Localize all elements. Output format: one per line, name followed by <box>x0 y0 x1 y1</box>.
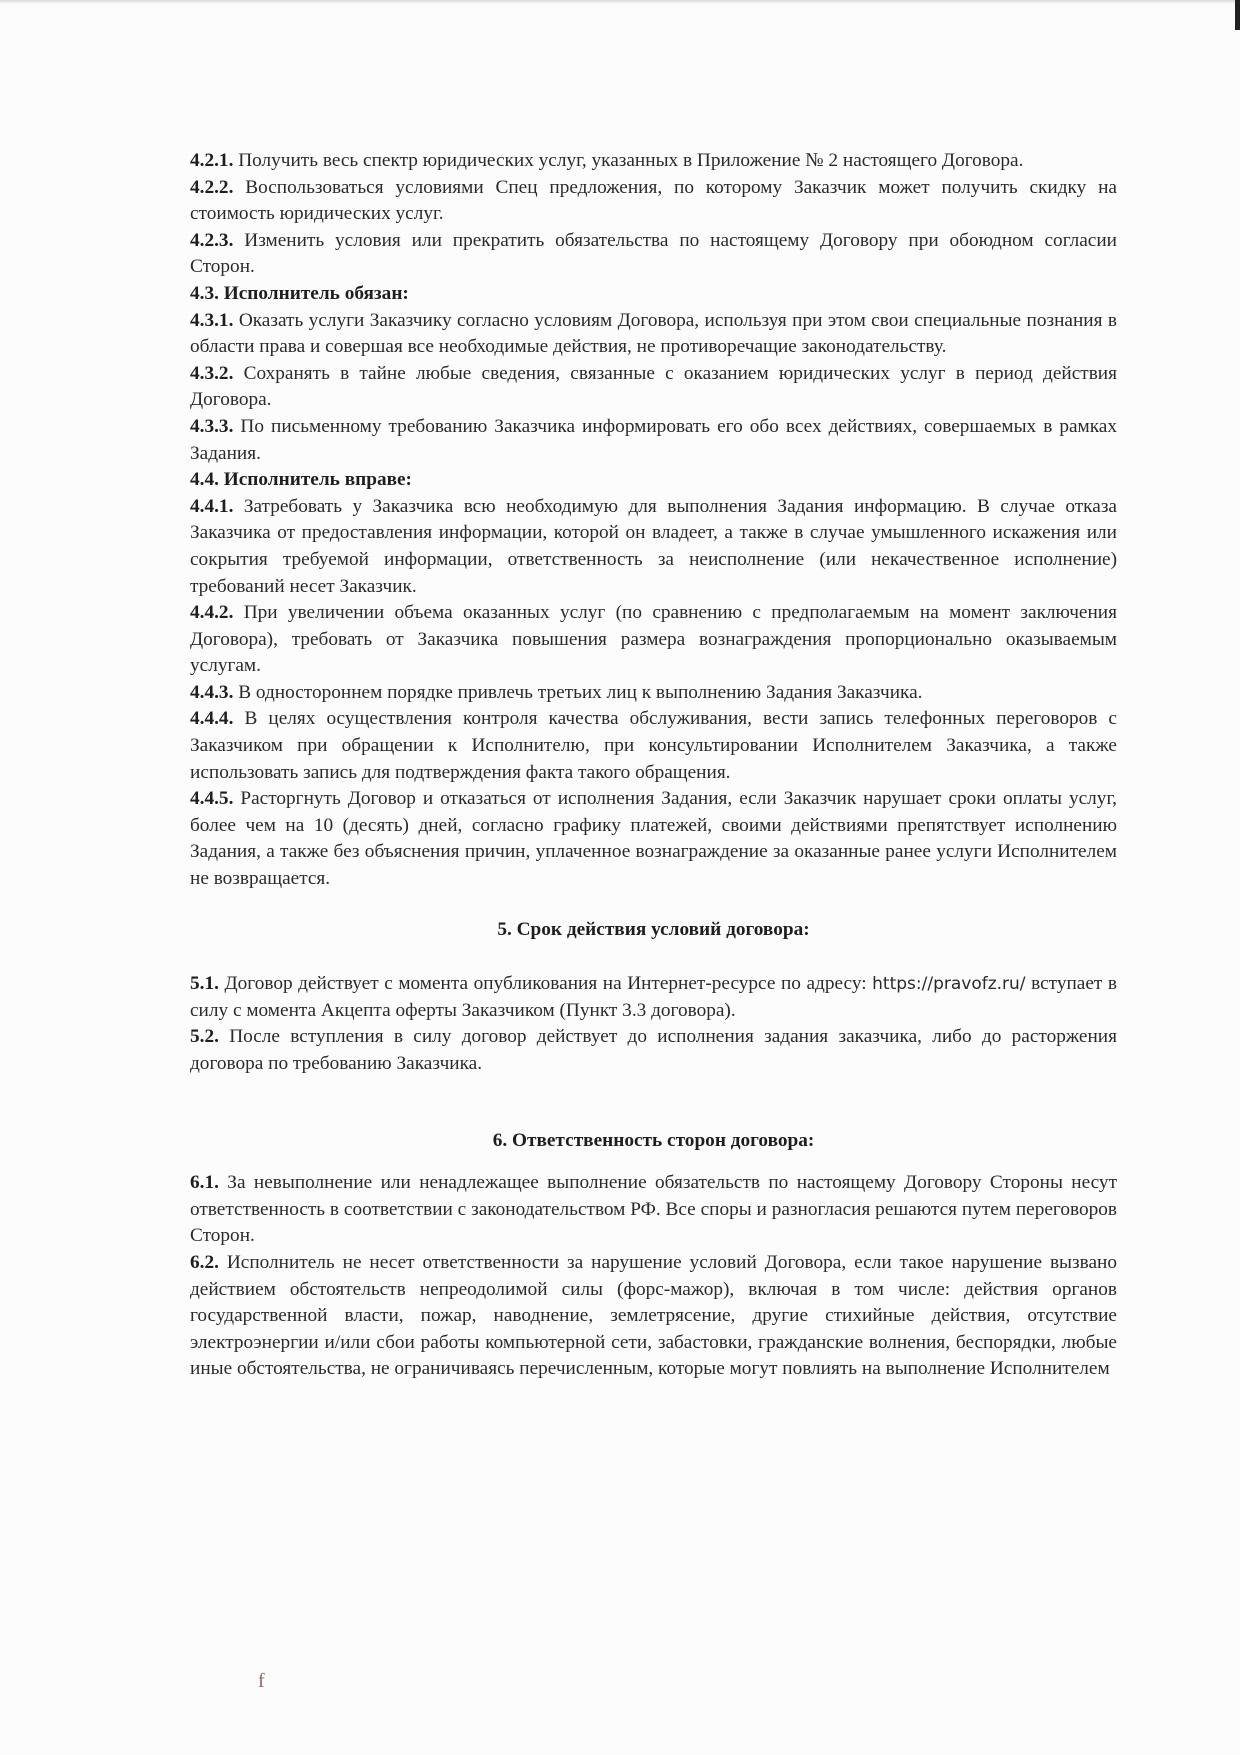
clause-6-1 <box>190 1170 1117 1250</box>
clause-text: Получить весь спектр юридических услуг, указанных в Приложение № 2 настоящего Договора. <box>238 150 1024 171</box>
clause-5-1 <box>190 971 1117 1024</box>
clause-number: 4.4.4. <box>190 708 234 730</box>
clause-4-3-3 <box>190 414 1117 467</box>
clause-number: 4.4.3. <box>190 681 234 703</box>
clause-text: вступает в силу с момента Акцепта оферты Заказчиком (Пункт 3.3 договора). <box>190 973 1117 1021</box>
clause-4-4-5 <box>190 786 1117 892</box>
clause-text: Воспользоваться условиями Спец предложения, по которому Заказчик может получить скидку на стоимость юридических услуг. <box>190 176 1117 225</box>
clause-text: В целях осуществления контроля качества обслуживания, вести запись телефонных переговоров с Заказчиком при обращении к Исполнителю, при консультировании Исполнителем Заказчика, а также использовать запись для подтверждения факта такого обращения. <box>190 708 1117 783</box>
scan-edge-top <box>0 0 1240 4</box>
section-6-title: 6. Ответственность сторон договора: <box>492 1129 815 1151</box>
clause-text: Исполнитель не несет ответственности за нарушение условий Договора, если такое нарушение вызвано действием обстоятельств непреодолимой силы (форс-мажор), включая в том числе: действия органов государственной власти, пожар, наводнение, землетрясение, другие стихийные действия, отсутствие электроэнергии и/или сбои работы компьютерной сети, забастовки, гражданские волнения, беспорядки, любые иные обстоятельства, не ограничиваясь перечисленным, которые могут повлиять на выполнение Исполнителем <box>190 1251 1117 1380</box>
clause-4-3-1 <box>190 308 1117 361</box>
document-page <box>190 148 1117 1383</box>
heading-4-4: 4.4. Исполнитель вправе: <box>190 469 412 491</box>
clause-number: 4.2.1. <box>190 150 234 171</box>
clause-5-2 <box>190 1024 1117 1077</box>
clause-6-2 <box>190 1250 1117 1383</box>
clause-text: За невыполнение или ненадлежащее выполнение обязательств по настоящему Договору Стороны несут ответственность в соответствии с законодательством РФ. Все споры и разногласия решаются путем переговоров Сторон. <box>190 1172 1117 1247</box>
clause-number: 5.2. <box>190 1026 219 1048</box>
clause-text: После вступления в силу договор действует до исполнения задания заказчика, либо до расторжения договора по требованию Заказчика. <box>190 1026 1117 1074</box>
clause-4-4-3 <box>190 680 1117 707</box>
clause-number: 5.1. <box>190 973 219 995</box>
clause-text: Оказать услуги Заказчику согласно условиям Договора, используя при этом свои специальные познания в области права и совершая все необходимые действия, не противоречащие законодательству. <box>190 309 1117 358</box>
clause-number: 4.3.2. <box>190 362 234 384</box>
clause-number: 4.3.3. <box>190 415 234 437</box>
clause-4-2-3 <box>190 228 1117 281</box>
clause-number: 6.1. <box>190 1172 219 1194</box>
clause-number: 4.2.2. <box>190 176 234 198</box>
clause-text: Расторгнуть Договор и отказаться от исполнения Задания, если Заказчик нарушает сроки оплаты услуг, более чем на 10 (десять) дней, согласно графику платежей, своими действиями препятствует исполнению Задания, а также без объяснения причин, уплаченное вознаграждение за оказанные ранее услуги Исполнителем не возвращается. <box>190 788 1117 890</box>
clause-4-3-2 <box>190 361 1117 414</box>
clause-4-4-4 <box>190 706 1117 786</box>
clause-text: Изменить условия или прекратить обязательства по настоящему Договору при обоюдном согласии Сторон. <box>190 229 1117 278</box>
clause-4-2-2 <box>190 175 1117 228</box>
heading-4-3: 4.3. Исполнитель обязан: <box>190 282 409 304</box>
clause-number: 4.4.2. <box>190 602 234 624</box>
scan-edge-right <box>1235 0 1240 30</box>
scan-mark: f <box>258 1670 265 1692</box>
clause-4-2-1 <box>190 148 1117 175</box>
clause-text: Затребовать у Заказчика всю необходимую для выполнения Задания информацию. В случае отказа Заказчика от предоставления информации, которой он владеет, а также в случае умышленного искажения или сокрытия требуемой информации, ответственность за неисполнение (или некачественное исполнение) требований несет Заказчик. <box>190 495 1117 597</box>
clause-number: 6.2. <box>190 1251 219 1273</box>
clause-text: При увеличении объема оказанных услуг (по сравнению с предполагаемым на момент заключения Договора), требовать от Заказчика повышения размера вознаграждения пропорционально оказываемым услугам. <box>190 602 1117 677</box>
clause-text: По письменному требованию Заказчика информировать его обо всех действиях, совершаемых в рамках Задания. <box>190 415 1118 464</box>
clause-text: Сохранять в тайне любые сведения, связанные с оказанием юридических услуг в период действия Договора. <box>190 362 1117 411</box>
clause-number: 4.4.5. <box>190 788 234 810</box>
clause-number: 4.3.1. <box>190 309 234 331</box>
clause-text: Договор действует с момента опубликования на Интернет-ресурсе по адресу: <box>224 973 867 995</box>
clause-number: 4.4.1. <box>190 495 234 517</box>
site-url: https://pravofz.ru/ <box>872 974 1026 995</box>
clause-4-4-1 <box>190 494 1117 600</box>
section-5-title: 5. Срок действия условий договора: <box>497 918 810 940</box>
clause-number: 4.2.3. <box>190 229 234 251</box>
clause-4-4-2 <box>190 600 1117 680</box>
clause-text: В одностороннем порядке привлечь третьих лиц к выполнению Задания Заказчика. <box>238 681 923 703</box>
